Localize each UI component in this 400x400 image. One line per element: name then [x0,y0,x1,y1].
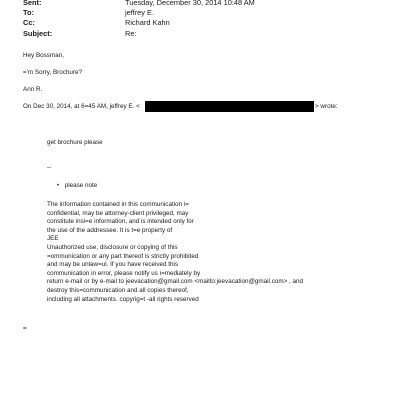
disclaimer-line: =ommunication or any part thereof is strictly prohibited [47,252,199,260]
subject-row [23,29,383,39]
disclaimer-line: destroy this=communication and all copies thereof, [47,286,189,294]
bullet-item [56,182,97,191]
disclaimer-line: Unauthorized use, disclosure or copying of this [47,243,178,251]
quoted-message: get brochure please [47,139,103,146]
disclaimer-line: JEE [47,235,59,243]
redaction-bar [145,101,314,112]
disclaimer-line: and may be unlaw=ul. If you have received this [47,261,179,269]
greeting: Hey Bossman, [23,52,64,59]
email-header [23,0,383,39]
to-value: jeffrey E. [125,8,155,18]
sent-value: Tuesday, December 30, 2014 10:48 AM [125,0,255,7]
sent-label: Sent: [23,0,42,7]
signature: Ann R. [23,86,43,93]
disclaimer-line: including all attachments. copyrig=t -all rights reserved [47,295,199,303]
subject-value: Re: [125,28,137,38]
cc-value: Richard Kahn [125,18,170,28]
to-label: To: [23,8,34,18]
reply-message: ='m Sorry, Brochure? [23,69,83,76]
bullet-text: please note [64,182,98,189]
disclaimer-line: return e-mail or by e-mail to jeevacation@gmail.com <mailto:jeevacation@gmail.com> , and [47,278,304,286]
to-row [23,8,383,18]
quote-intro-prefix: On Dec 30, 2014, at 6=45 AM, jeffrey E. < [23,103,140,110]
disclaimer-line: the use of the addressee. It is t=e property of [47,226,173,234]
disclaimer-line: confidential, may be attorney-client privileged, may [47,209,189,217]
disclaimer-block [47,201,303,304]
separator: -- [47,164,52,171]
disclaimer-line: communication in error, please notify us i=mediately by [47,269,201,277]
cc-row [23,18,383,28]
sent-row [23,0,383,8]
quote-intro-suffix: > wrote: [315,103,338,110]
subject-label: Subject: [23,28,53,38]
disclaimer-line: constitute insi=e information, and is intended only for [47,218,194,226]
bullet-icon: • [56,182,60,189]
cc-label: Cc: [23,18,35,28]
disclaimer-line: The information contained in this communication i= [47,201,189,208]
trailing-char: = [23,325,27,332]
